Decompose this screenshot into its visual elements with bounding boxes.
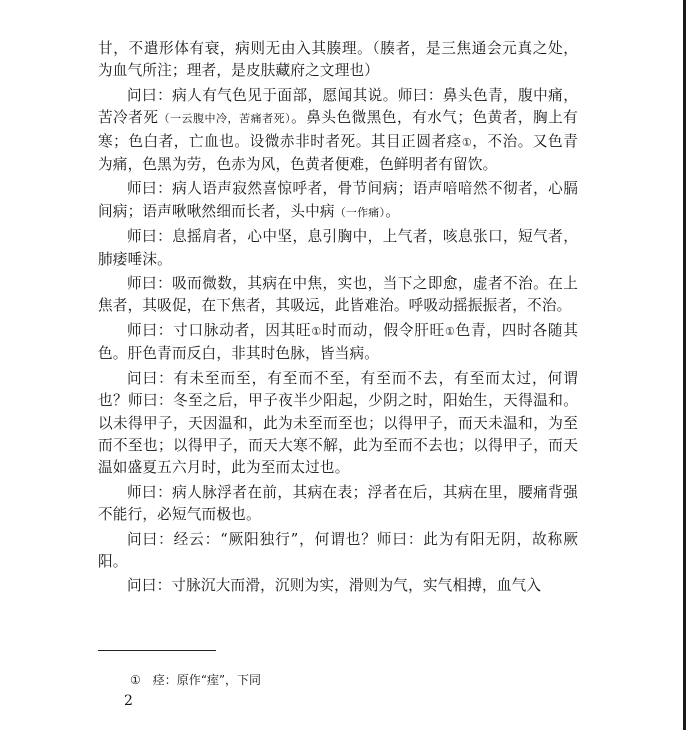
text-run: 甘，不遣形体有衰，病则无由入其腠理。（腠者，是三焦通会元真之处，为血气所注；理者，是皮肤藏府之文理也） (98, 40, 578, 80)
text-run: 。鼻头色微黑色，有水气；色黄者，胸上有寒；色白者，亡血也。设微赤非时者死。其目正圆者痉 (98, 109, 578, 150)
text-run: 。 (385, 202, 400, 220)
footnote-divider (98, 650, 216, 651)
text-run: 色青，四时各随其色。肝色青而反白，非其时色脉，皆当病。 (98, 321, 578, 363)
inline-note: ① (311, 324, 323, 338)
paragraph (98, 85, 578, 177)
text-run: 师曰：息摇肩者，心中坚，息引胸中，上气者，咳息张口，短气者，肺痿唾沫。 (98, 228, 578, 268)
paragraph (98, 226, 578, 271)
footnote-text: 痉：原作“痓”，下同 (152, 673, 262, 687)
paragraph (98, 575, 578, 597)
text-run: 问曰：有未至而至，有至而不至，有至而不去，有至而太过，何谓也？师曰：冬至之后，甲子夜半少阳起，少阴之时，阳始生，天得温和。以未得甲子，天因温和，此为未至而至也；以得甲子，而天未温和，为至而不至也；以得甲子，而天大寒不解，此为至而不去也；以得甲子，而天温如盛夏五六月时，此为至而太过也。 (98, 369, 578, 477)
scan-edge-border (683, 0, 686, 730)
paragraph (98, 273, 578, 318)
paragraph (98, 482, 578, 527)
paragraph (98, 38, 578, 83)
text-run: 时而动，假令肝旺 (322, 321, 445, 339)
paragraph (98, 178, 578, 224)
footnote (130, 672, 261, 688)
text-run: 师曰：病人语声寂然喜惊呼者，骨节间病；语声喑喑然不彻者，心膈间病；语声啾啾然细而长者，头中病 (98, 180, 578, 220)
paragraph (98, 320, 578, 366)
text-run: 师曰：寸口脉动者，因其旺 (127, 321, 312, 339)
footnote-mark: ① (130, 673, 141, 687)
inline-note: ① (461, 135, 473, 149)
page-number: 2 (124, 693, 133, 709)
inline-note: （一云腹中冷，苦痛者死） (158, 112, 292, 126)
text-run: ，不治。又色青为痛，色黑为劳，色赤为风，色黄者便难，色鲜明者有留饮。 (98, 132, 578, 174)
text-run: 问曰：寸脉沉大而滑，沉则为实，滑则为气，实气相搏，血气入 (127, 577, 542, 595)
text-run: 师曰：病人脉浮者在前，其病在表；浮者在后，其病在里，腰痛背强不能行，必短气而极也。 (98, 483, 578, 524)
paragraph (98, 529, 578, 574)
inline-note: ① (444, 324, 456, 338)
inline-note: （一作痛） (334, 205, 386, 219)
paragraph (98, 368, 578, 480)
text-run: 问曰：病人有气色见于面部，愿闻其说。师曰：鼻头色青，腹中痛，苦冷者死 (98, 86, 578, 127)
body-text (98, 38, 578, 600)
text-run: 问曰：经云：“厥阳独行”，何谓也？师曰：此为有阳无阴，故称厥阳。 (98, 530, 578, 570)
text-run: 师曰：吸而微数，其病在中焦，实也，当下之即愈，虚者不治。在上焦者，其吸促，在下焦者，其吸远，此皆难治。呼吸动摇振振者，不治。 (98, 275, 578, 315)
